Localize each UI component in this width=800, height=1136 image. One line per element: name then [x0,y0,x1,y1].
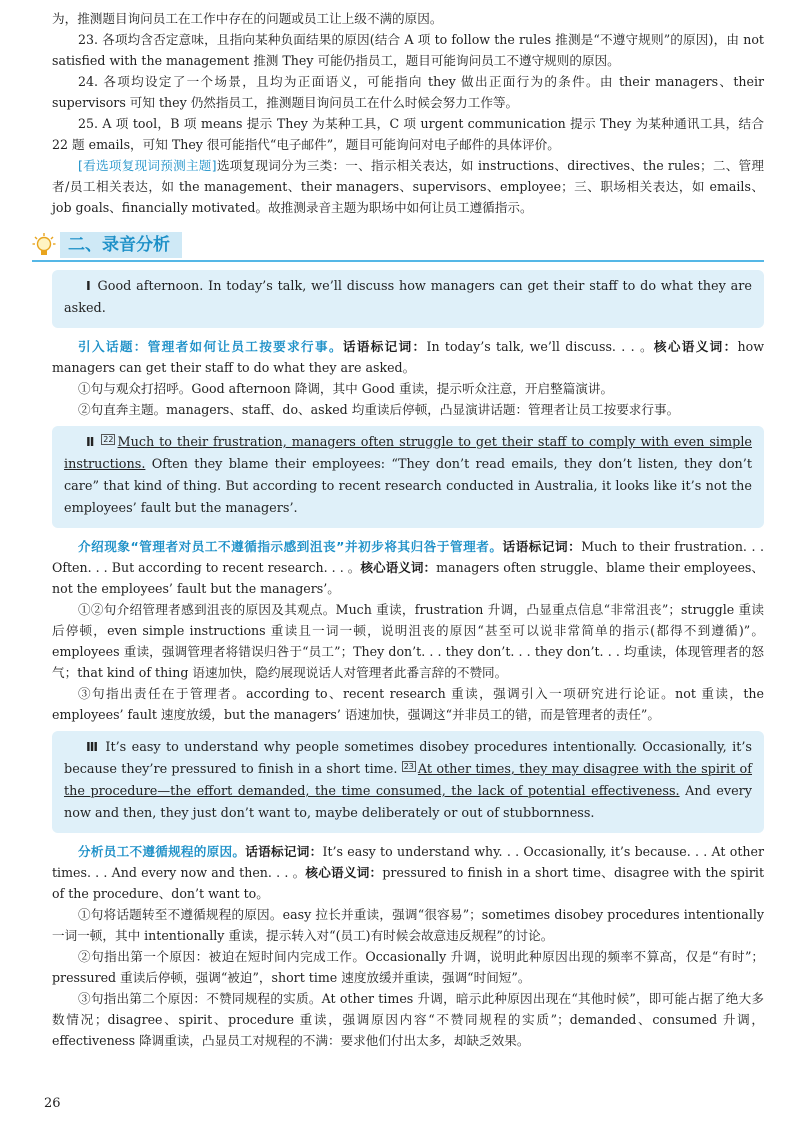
transcript-box-1 [52,270,764,328]
analysis-3-point-3: ③句指出第二个原因：不赞同规程的实质。At other times 升调，暗示此种原因出现在“其他时候”，即可能占据了绝大多数情况；disagree、spirit、procedure 重读，强调原因内容“不赞同规程的实质”；demanded、consumed 升调，effectiveness 降调重读，凸显员工对规程的不满：要求他们付出太多，却缺乏效果。 [52,991,764,1048]
marker-label: 话语标记词： [342,339,427,354]
section-title: 二、录音分析 [60,232,182,258]
core-text: how managers can get their staff to do what they are asked。 [52,339,765,375]
analysis-3-summary [52,841,764,904]
marker-text: It’s easy to understand why. . . Occasionally, it’s because. . . At other times. . . And every now and then. . . 。 [52,844,764,880]
underlined-answer: Much to their frustration, managers often struggle to get their staff to comply with even simple instructions. [64,435,752,472]
analysis-2-point-2: ③句指出责任在于管理者。according to、recent research 重读，强调引入一项研究进行论证。not 重读，the employees’ fault 速度放缓，but the managers’ 语速加快，强调这“并非员工的错，而是管理者的责任”。 [52,686,764,722]
intro-line: 为，推测题目询问员工在工作中存在的问题或员工让上级不满的原因。 [52,11,443,26]
prediction-label: [看选项复现词预测主题] [78,158,217,173]
analysis-2-point-1: ①②句介绍管理者感到沮丧的原因及其观点。Much 重读，frustration 升调，凸显重点信息“非常沮丧”；struggle 重读后停顿，even simple instructions 重读且一词一顿，说明沮丧的原因“甚至可以说非常简单的指示(都得不到遵循)”。employees 重读，强调管理者将错误归咎于“员工”；They don’t. . . they don’t. . . they don’t. . . 均重读，体现管理者的怒气；that kind of thing 语速加快，隐约展现说话人对管理者此番言辞的不赞同。 [52,602,764,680]
analysis-3-point-1: ①句将话题转至不遵循规程的原因。easy 拉长并重读，强调“很容易”；sometimes disobey procedures intentionally 一词一顿，其中 intentionally 重读，提示转入对“(员工)有时候会故意违反规程”的讨论。 [52,907,764,943]
paragraph-numeral: Ⅱ [86,435,96,450]
question-23-note: 23. 各项均含否定意味，且指向某种负面结果的原因(结合 A 项 to follow the rules 推测是“不遵守规则”的原因)，由 not satisfied with the management 推测 They 可能仍指员工，题目可能询问员工不遵守规则的原因。 [52,32,764,68]
analysis-heading: 引入话题：管理者如何让员工按要求行事。 [78,339,343,354]
page-content [52,8,764,1051]
question-25-note: 25. A 项 tool，B 项 means 提示 They 为某种工具，C 项 urgent communication 提示 They 为某种通讯工具，结合 22 题 emails，可知 They 很可能指代“电子邮件”，题目可能询问对电子邮件的具体评价。 [52,116,764,152]
prediction-text: 选项复现词分为三类：一、指示相关表达，如 instructions、directives、the rules；二、管理者/员工相关表达，如 the management、their managers、supervisors、employee；三、职场相关表达，如 emails、job goals、financially motivated。故推测录音主题为职场中如何让员工遵循指示。 [52,158,764,215]
transcript-box-3 [52,731,764,833]
question-marker: 22 [103,435,114,444]
transcript-text: It’s easy to understand why people sometimes disobey procedures intentionally. Occasionally, it’s because they’re pressured to finish in a short time. [64,740,752,777]
core-text: pressured to finish in a short time、disagree with the spirit of the procedure、don’t want to。 [52,865,765,901]
marker-label: 话语标记词： [502,539,582,554]
core-label: 核心语义词： [653,339,738,354]
question-marker: 23 [403,762,414,771]
analysis-1-point-2: ②句直奔主题。managers、staff、do、asked 均重读后停顿，凸显演讲话题：管理者让员工按要求行事。 [78,402,680,417]
transcript-text: Often they blame their employees: “They don’t read emails, they don’t listen, they don’t care” that kind of thing. But according to recent research conducted in Australia, it looks like it’s not the employees’ fault but the managers’. [64,457,752,516]
analysis-heading: 介绍现象“管理者对员工不遵循指示感到沮丧”并初步将其归咎于管理者。 [78,539,503,554]
page-number: 26 [44,1096,61,1111]
analysis-1-point-1: ①句与观众打招呼。Good afternoon 降调，其中 Good 重读，提示听众注意，开启整篇演讲。 [78,381,614,396]
transcript-box-2 [52,426,764,528]
analysis-2-summary [52,536,764,599]
analysis-heading: 分析员工不遵循规程的原因。 [78,844,246,859]
marker-text: In today’s talk, we’ll discuss. . . 。 [426,339,654,354]
analysis-3-point-2: ②句指出第一个原因：被迫在短时间内完成工作。Occasionally 升调，说明此种原因出现的频率不算高，仅是“有时”；pressured 重读后停顿，强调“被迫”，short time 速度放缓并重读，强调“时间短”。 [52,949,764,985]
paragraph-numeral: Ⅰ [86,279,92,294]
core-text: managers often struggle、blame their employees、not the employees’ fault but the managers’。 [52,560,764,596]
analysis-1-summary [52,336,764,378]
marker-label: 话语标记词： [245,844,323,859]
paragraph-numeral: Ⅲ [86,740,100,755]
underlined-answer: At other times, they may disagree with the spirit of the procedure—the effort demanded, the time consumed, the lack of potential effectiveness. [64,762,752,799]
transcript-text: Good afternoon. In today’s talk, we’ll discuss how managers can get their staff to do what they are asked. [64,279,752,316]
core-label: 核心语义词： [360,560,437,575]
marker-text: Much to their frustration. . . Often. . . But according to recent research. . . 。 [52,539,765,575]
topic-prediction [52,155,764,218]
question-24-note: 24. 各项均设定了一个场景，且均为正面语义，可能指向 they 做出正面行为的条件。由 their managers、their supervisors 可知 they 仍然指员工，推测题目询问员工在什么时候会努力工作等。 [52,74,764,110]
lightbulb-icon [32,232,56,258]
transcript-text: And every now and then, they just don’t want to, maybe deliberately or out of stubbornness. [64,784,752,821]
core-label: 核心语义词： [305,865,383,880]
section-header [32,230,764,262]
